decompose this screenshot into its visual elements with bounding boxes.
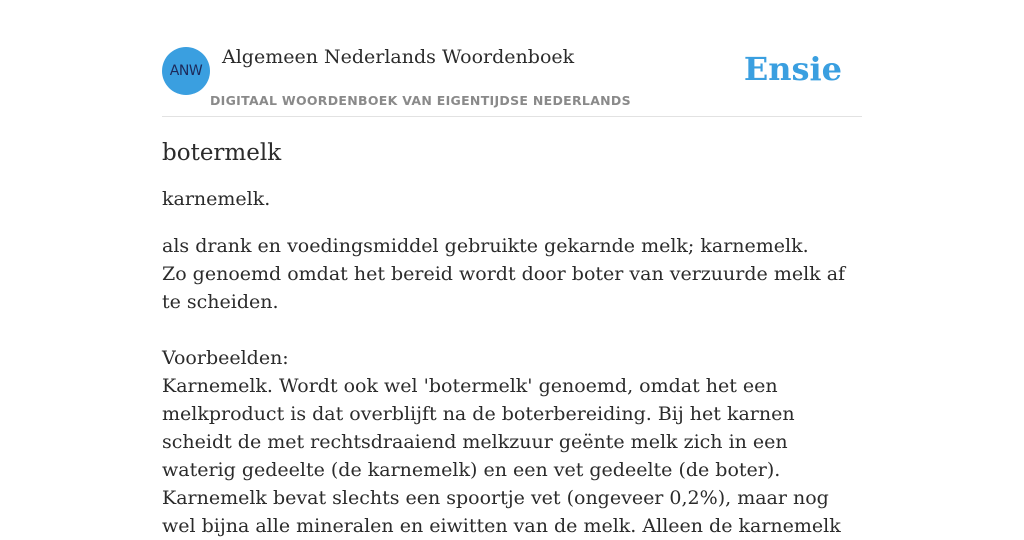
entry-content <box>162 136 862 540</box>
definition-text: als drank en voedingsmiddel gebruikte gekarnde melk; karnemelk. <box>162 235 809 257</box>
definition-block <box>162 232 862 540</box>
etymology-text: Zo genoemd omdat het bereid wordt door boter van verzuurde melk af te scheiden. <box>162 263 846 313</box>
ensie-brand-logo[interactable]: Ensie <box>743 50 842 88</box>
short-definition: karnemelk. <box>162 188 271 210</box>
site-header <box>162 40 862 117</box>
spacer <box>162 316 862 344</box>
example-text: Karnemelk. Wordt ook wel 'botermelk' genoemd, omdat het een melkproduct is dat overblijft na de boterbereiding. Bij het karnen scheidt de met rechtsdraaiend melkzuur geënte melk zich in een waterig gedeelte (de karnemelk) en een vet gedeelte (de boter). Karnemelk bevat slechts een spoortje vet (ongeveer 0,2%), maar nog wel bijna alle mineralen en eiwitten van de melk. Alleen de karnemelk <box>162 375 841 537</box>
entry-headword: botermelk <box>162 140 282 166</box>
examples-label: Voorbeelden: <box>162 347 289 369</box>
site-title[interactable]: Algemeen Nederlands Woordenboek <box>222 46 575 68</box>
site-subtitle: DIGITAAL WOORDENBOEK VAN EIGENTIJDSE NEDERLANDS <box>210 93 631 108</box>
anw-logo[interactable]: ANW <box>162 47 210 95</box>
